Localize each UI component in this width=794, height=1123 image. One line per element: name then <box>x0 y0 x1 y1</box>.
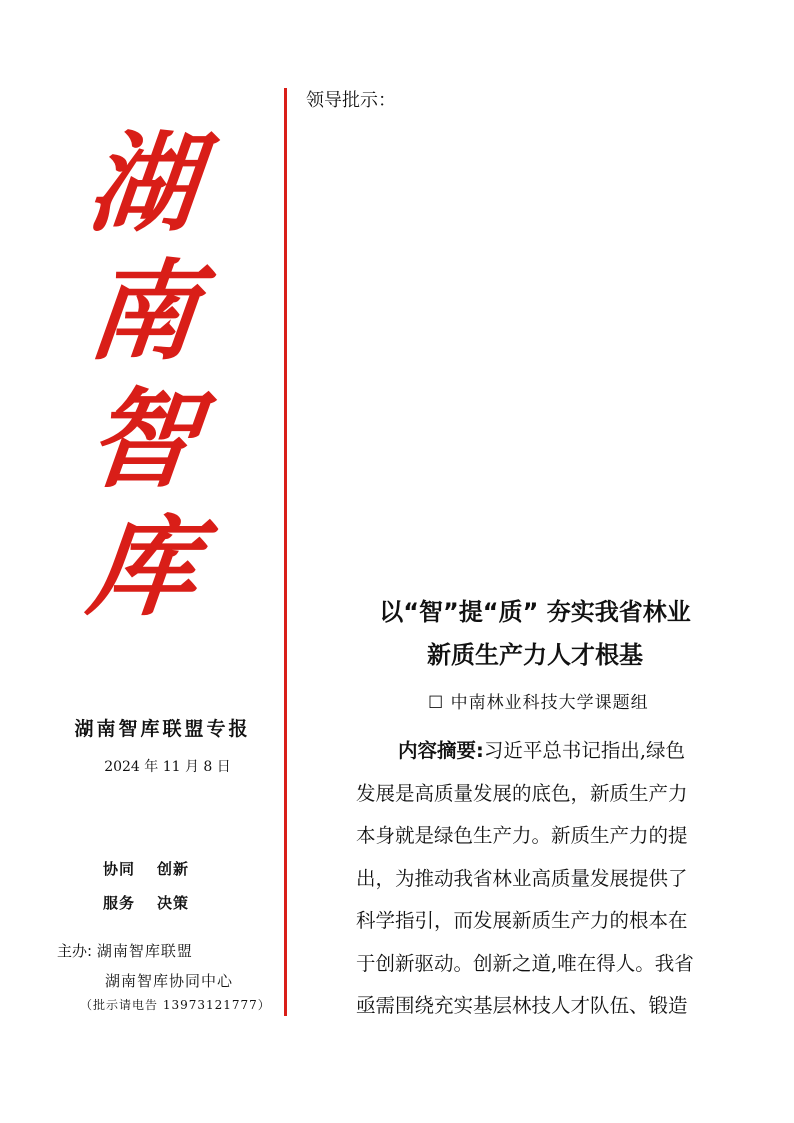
masthead-char-3: 智 <box>82 377 204 503</box>
motto-word: 创新 <box>157 860 190 878</box>
abstract-line: 于创新驱动。创新之道,唯在得人。我省 <box>356 951 694 975</box>
abstract-line: 科学指引，而发展新质生产力的根本在 <box>356 909 688 932</box>
motto-word: 决策 <box>157 894 190 912</box>
masthead-char-2: 南 <box>82 249 204 375</box>
motto-word: 协同 <box>103 860 136 878</box>
masthead-logo <box>78 120 208 640</box>
sponsor-line-1: 湖南智库联盟 <box>96 942 193 960</box>
leader-comment-label: 领导批示： <box>306 90 396 111</box>
abstract-line: 发展是高质量发展的底色，新质生产力 <box>356 781 688 805</box>
abstract-line: 亟需围绕充实基层林技人才队伍、锻造 <box>356 994 688 1017</box>
author-group: ☐ 中南林业科技大学课题组 <box>428 693 649 713</box>
sponsor-label: 主办: <box>57 942 93 960</box>
abstract-line: 出，为推动我省林业高质量发展提供了 <box>356 866 688 890</box>
masthead-char-4: 库 <box>82 505 204 631</box>
masthead-char-1: 湖 <box>82 121 204 247</box>
abstract-line: 本身就是绿色生产力。新质生产力的提 <box>356 824 688 847</box>
contact-note: （批示请电告 13973121777） <box>80 998 271 1012</box>
red-divider <box>284 88 287 1016</box>
abstract-label: 内容摘要: <box>398 739 484 762</box>
abstract <box>356 730 718 1028</box>
motto-row-2 <box>103 892 189 913</box>
abstract-line-1 <box>356 730 718 773</box>
sponsor-block <box>57 936 233 996</box>
sponsor-line-2: 湖南智库协同中心 <box>105 972 234 990</box>
motto-word: 服务 <box>103 894 136 912</box>
brand-title: 湖南智库联盟专报 <box>74 718 251 740</box>
article-title-line-1: 以“智”提“质” 夯实我省林业 <box>379 598 691 626</box>
issue-date: 2024 年 11 月 8 日 <box>104 759 231 775</box>
motto-row-1 <box>103 858 189 879</box>
abstract-text: 习近平总书记指出,绿色 <box>483 739 686 762</box>
article-title-line-2: 新质生产力人才根基 <box>427 641 643 669</box>
